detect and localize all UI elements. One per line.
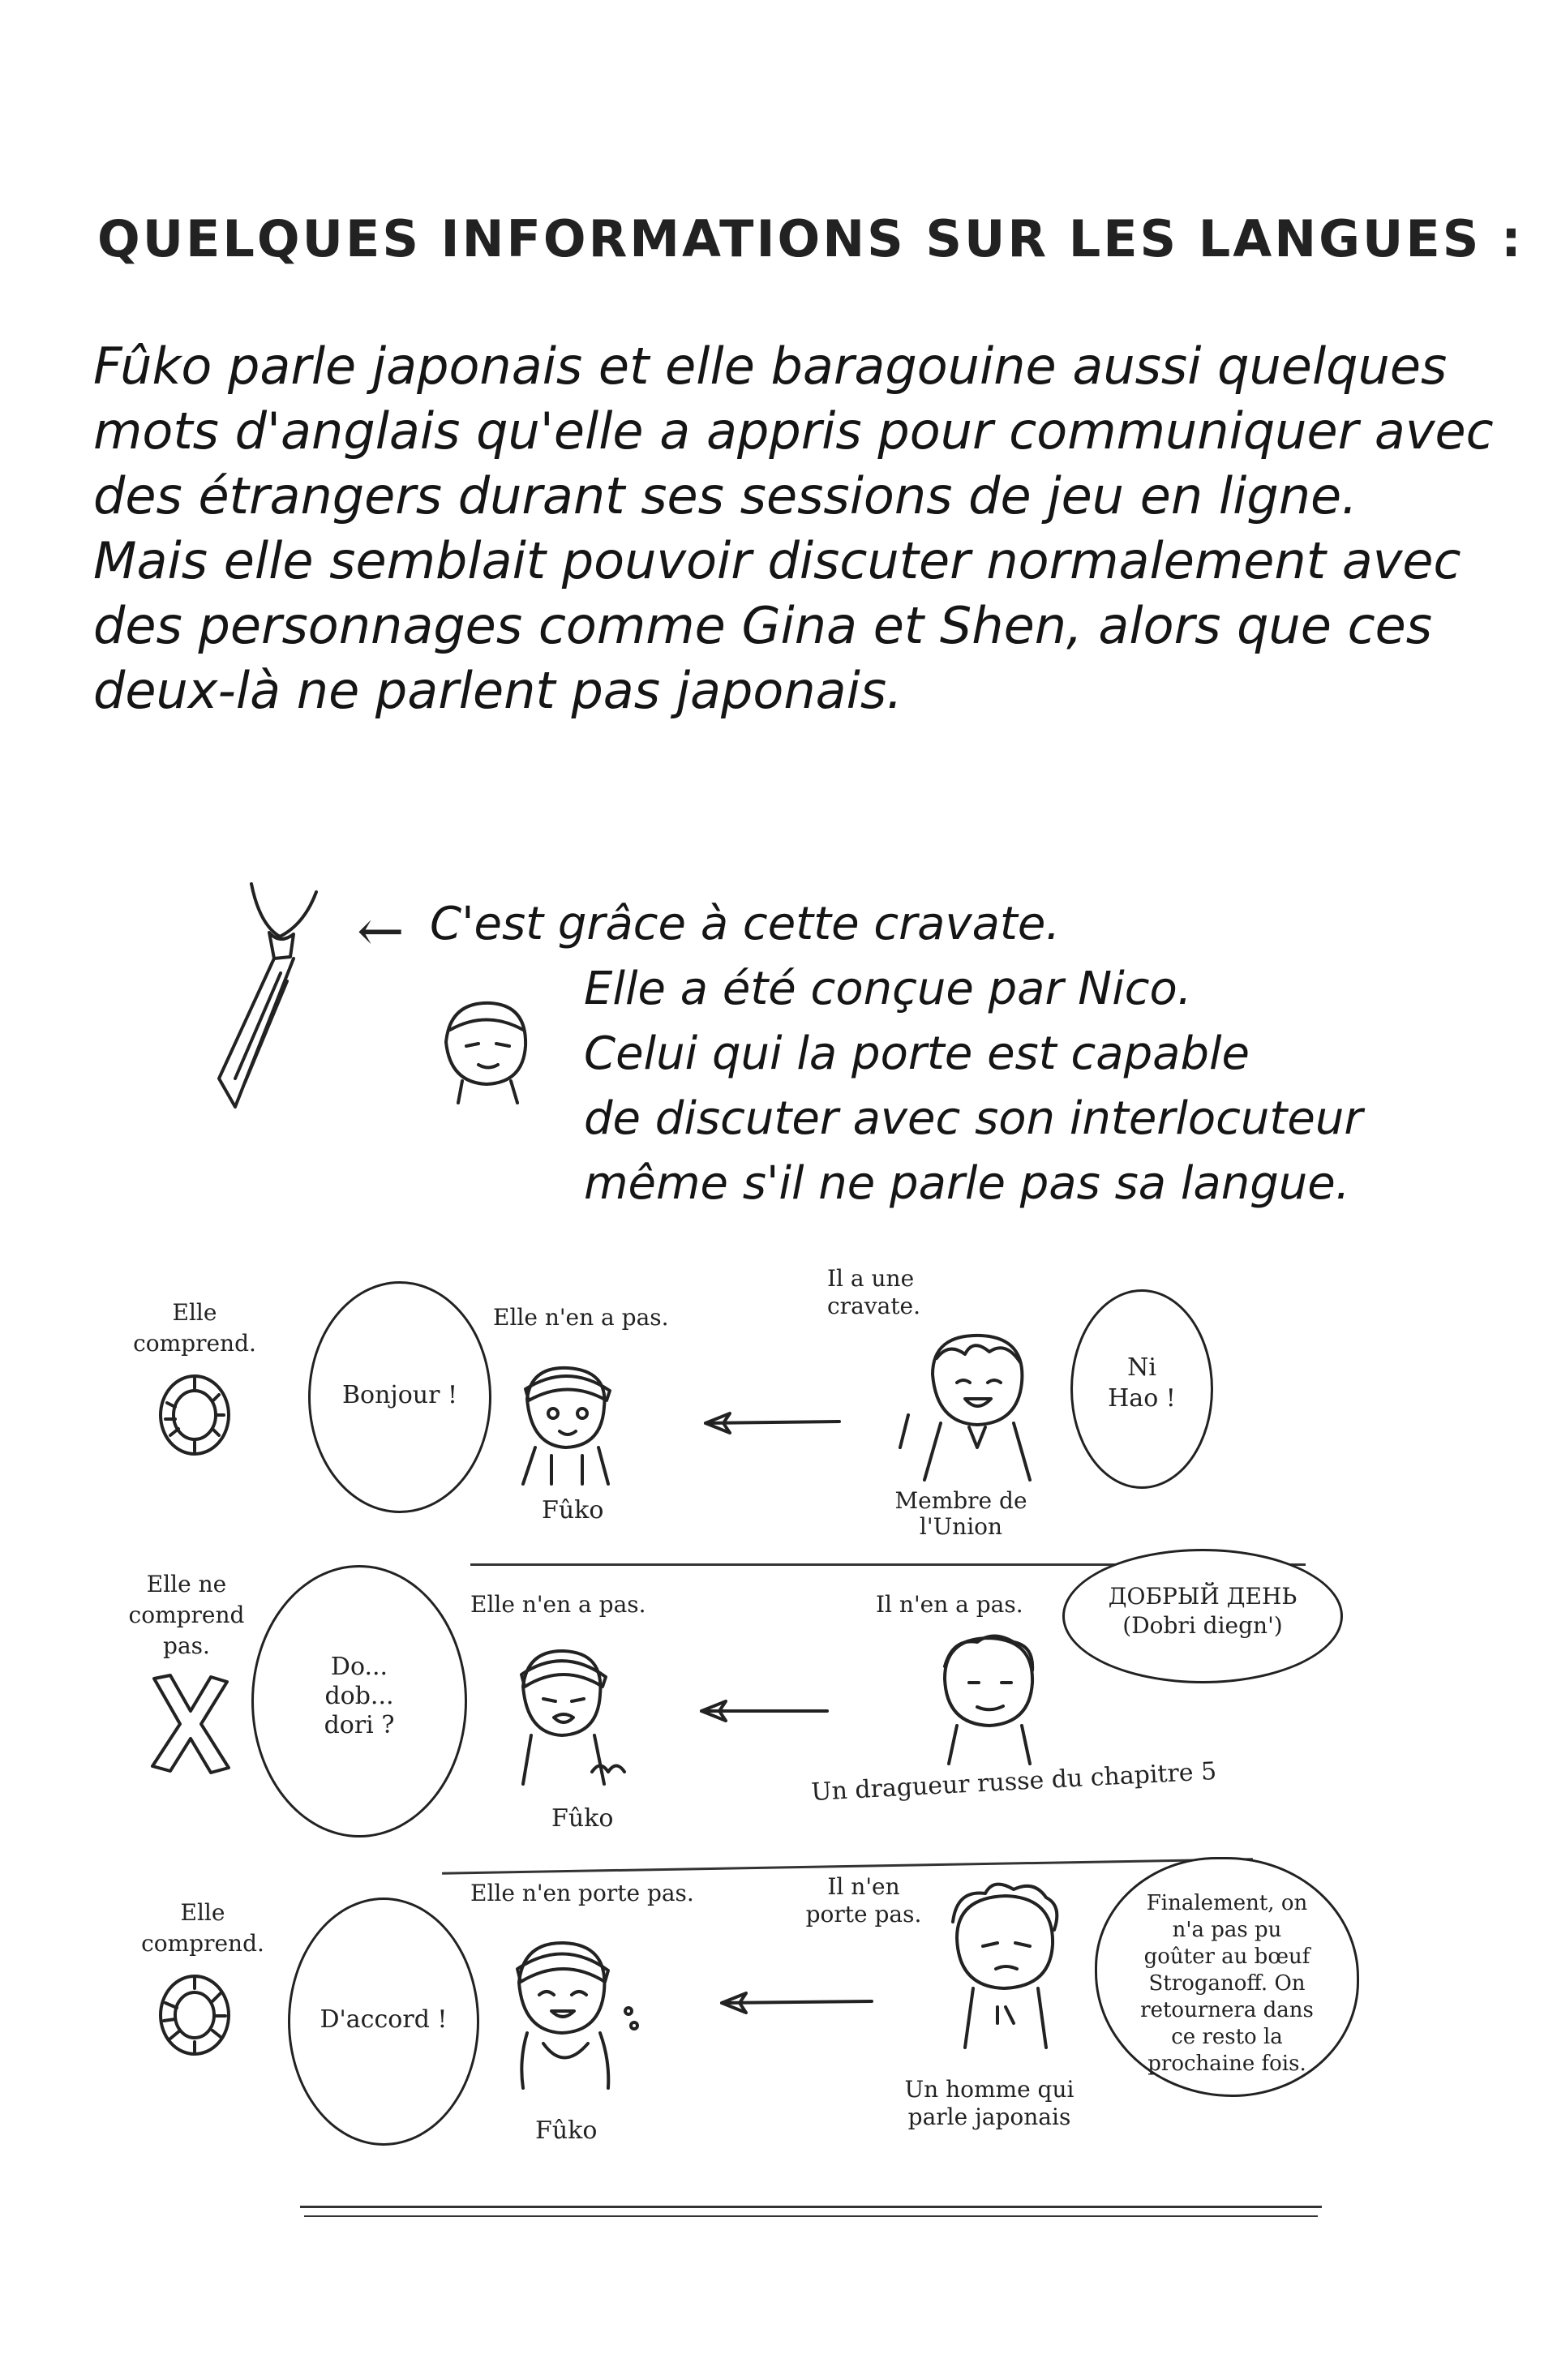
- russian-flirt-figure: [920, 1622, 1058, 1768]
- fuko-speech: D'accord !: [320, 2005, 448, 2034]
- intro-line: Fûko parle japonais et elle baragouine aussi quelques: [93, 337, 1448, 396]
- other-speech: Ni Hao !: [1108, 1353, 1176, 1413]
- direction-arrow-icon: [697, 1407, 843, 1439]
- cross-icon: [146, 1670, 235, 1776]
- circle-icon: [154, 1970, 235, 2060]
- union-member-figure: [892, 1318, 1062, 1488]
- tie-explanation: [430, 892, 1362, 1216]
- other-label: Un homme qui parle japonais: [904, 2076, 1074, 2130]
- other-speech-bubble: [1062, 1549, 1343, 1683]
- arrow-icon: ←: [357, 898, 405, 964]
- other-tie-note: Il a une cravate.: [827, 1265, 920, 1319]
- fuko-label: Fûko: [551, 1804, 614, 1833]
- other-speech-bubble: [1070, 1289, 1213, 1489]
- tie-line: de discuter avec son interlocuteur: [584, 1092, 1363, 1145]
- intro-line: des étrangers durant ses sessions de jeu en ligne.: [93, 466, 1358, 525]
- direction-arrow-icon: [714, 1987, 876, 2019]
- intro-line: deux-là ne parlent pas japonais.: [93, 661, 903, 720]
- verdict-label: Elle comprend.: [141, 1899, 264, 1957]
- intro-line: Mais elle semblait pouvoir discuter normalement avec: [93, 531, 1461, 590]
- fuko-figure: [487, 1922, 649, 2092]
- verdict-label: Elle ne comprend pas.: [128, 1571, 245, 1659]
- fuko-speech-bubble: [251, 1565, 467, 1838]
- fuko-tie-note: Elle n'en a pas.: [470, 1591, 646, 1618]
- row-divider: [442, 1858, 1253, 1874]
- fuko-speech: Bonjour !: [341, 1381, 458, 1409]
- fuko-label: Fûko: [542, 1496, 604, 1524]
- fuko-figure: [495, 1350, 633, 1488]
- intro-paragraph: [93, 334, 1494, 723]
- other-tie-note: Il n'en a pas.: [876, 1591, 1023, 1618]
- tie-line: même s'il ne parle pas sa langue.: [584, 1157, 1350, 1210]
- bottom-divider: [304, 2215, 1318, 2217]
- other-speech: ДОБРЫЙ ДЕНЬ (Dobri diegn'): [1108, 1583, 1298, 1639]
- fuko-speech-bubble: [288, 1898, 479, 2146]
- tie-line: Celui qui la porte est capable: [584, 1027, 1250, 1080]
- fuko-tie-note: Elle n'en porte pas.: [470, 1880, 694, 1906]
- fuko-figure: [491, 1630, 628, 1792]
- tie-line: Elle a été conçue par Nico.: [584, 963, 1192, 1015]
- intro-line: mots d'anglais qu'elle a appris pour communiquer avec: [93, 401, 1494, 461]
- other-label: Un dragueur russe du chapitre 5: [810, 1756, 1218, 1808]
- verdict-label: Elle comprend.: [133, 1299, 256, 1357]
- fuko-speech: Do... dob... dori ?: [324, 1653, 395, 1739]
- page-title: QUELQUES INFORMATIONS SUR LES LANGUES :: [97, 209, 1524, 268]
- bottom-divider: [300, 2206, 1322, 2208]
- fuko-tie-note: Elle n'en a pas.: [493, 1304, 669, 1331]
- tie-icon: [203, 876, 341, 1119]
- fuko-label: Fûko: [535, 2116, 598, 2145]
- other-speech: Finalement, on n'a pas pu goûter au bœuf Stroganoff. On retournera dans ce resto la prochaine fois.: [1140, 1891, 1314, 2076]
- fuko-speech-bubble: [308, 1281, 491, 1513]
- circle-icon: [154, 1370, 235, 1460]
- tie-line: C'est grâce à cette cravate.: [430, 898, 1061, 950]
- intro-line: des personnages comme Gina et Shen, alors que ces: [93, 596, 1433, 655]
- direction-arrow-icon: [693, 1695, 831, 1727]
- other-tie-note: Il n'en porte pas.: [805, 1873, 922, 1928]
- other-speech-bubble: [1095, 1857, 1359, 2097]
- other-label: Membre de l'Union: [894, 1487, 1027, 1540]
- japanese-speaker-figure: [924, 1873, 1087, 2052]
